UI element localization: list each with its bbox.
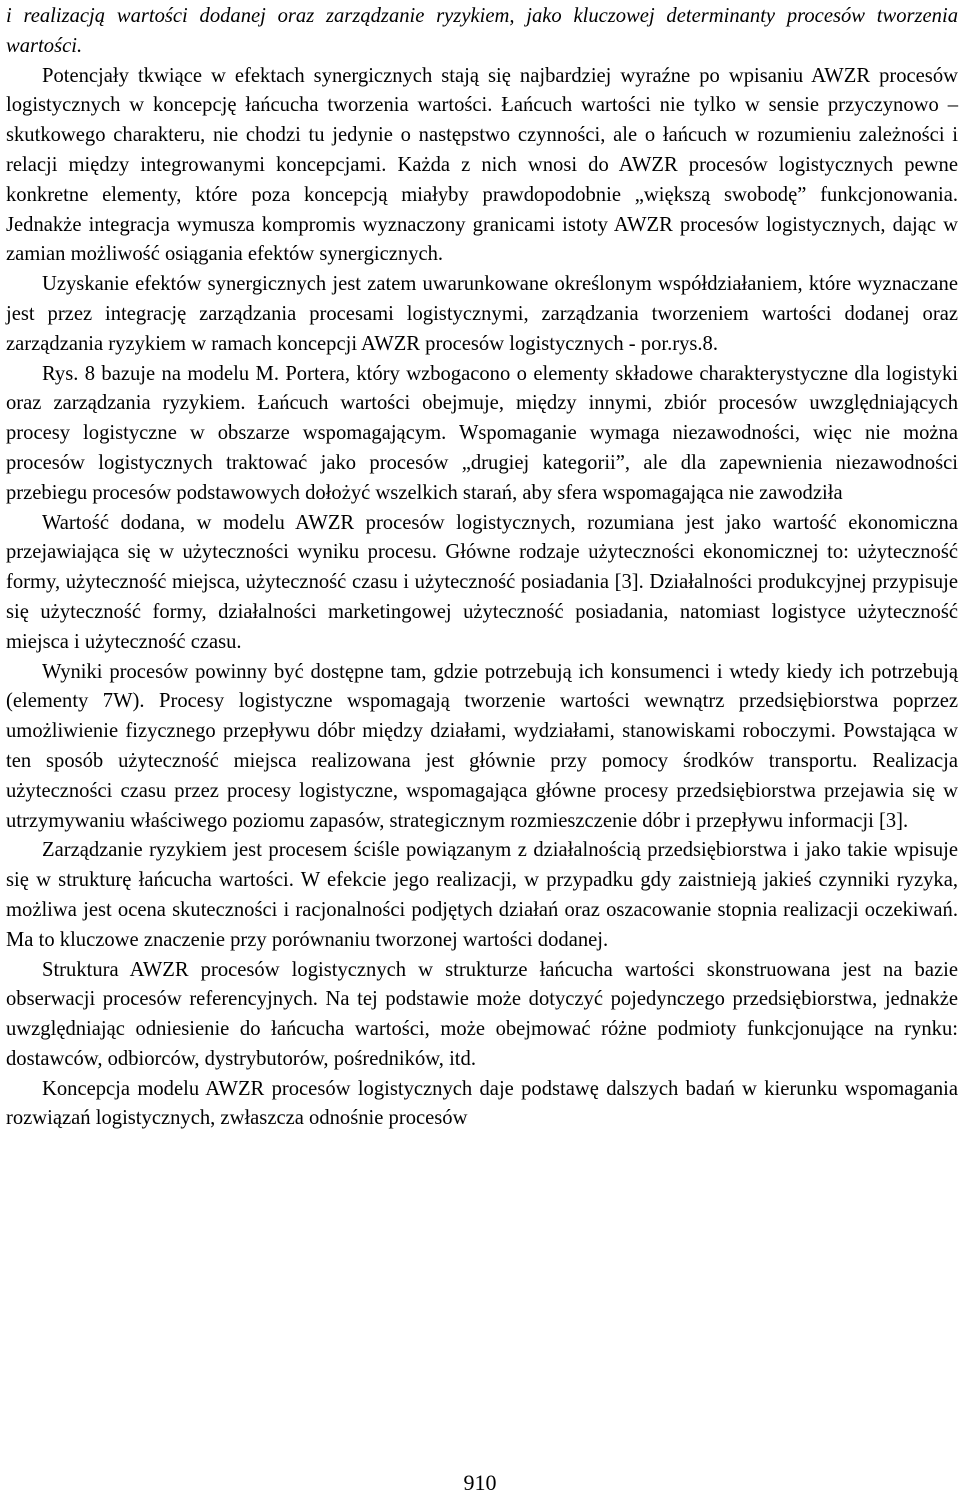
page-number: 910 [463, 1470, 497, 1495]
document-page [6, 2, 958, 1134]
paragraph-figure-8: Rys. 8 bazuje na modelu M. Portera, który wzbogacono o elementy składowe charakterystyczne dla logistyki oraz zarządzania ryzykiem. Łańcuch wartości obejmuje, między innymi, zbiór procesów uwzględniających procesy logistyczne w obszarze wspomagającym. Wspomaganie wymaga niezawodności, więc nie można procesów logistycznych traktować jako procesów „drugiej kategorii”, ale dla zapewnienia niezawodności przebiegu procesów podstawowych dołożyć wszelkich starań, aby sfera wspomagająca nie zawodziła [6, 362, 958, 504]
paragraph-continuation: i realizacją wartości dodanej oraz zarządzanie ryzykiem, jako kluczowej determinanty procesów tworzenia wartości. [6, 5, 958, 57]
paragraph-synergy-effects: Uzyskanie efektów synergicznych jest zatem uwarunkowane określonym współdziałaniem, które wyznaczane jest przez integrację zarządzania procesami logistycznymi, zarządzania tworzeniem wartości dodanej oraz zarządzania ryzykiem w ramach koncepcji AWZR procesów logistycznych - por.rys.8. [6, 273, 958, 355]
paragraph-process-results: Wyniki procesów powinny być dostępne tam, gdzie potrzebują ich konsumenci i wtedy kiedy ich potrzebują (elementy 7W). Procesy logistyczne wspomagają tworzenie wartości wewnątrz przedsiębiorstwa poprzez umożliwienie fizycznego przepływu dóbr między działami, wydziałami, stanowiskami roboczymi. Powstająca w ten sposób użyteczność miejsca realizowana jest głównie przy pomocy środków transportu. Realizacja użyteczności czasu przez procesy logistyczne, wspomagająca główne procesy przedsiębiorstwa przejawia się w utrzymywaniu właściwego poziomu zapasów, strategicznym rozmieszczenie dóbr i przepływu informacji [3]. [6, 660, 958, 832]
paragraph-synergy-potential: Potencjały tkwiące w efektach synergicznych stają się najbardziej wyraźne po wpisaniu AWZR procesów logistycznych w koncepcję łańcucha tworzenia wartości. Łańcuch wartości nie tylko w sensie przyczynowo – skutkowego charakteru, nie chodzi tu jedynie o następstwo czynności, ale o łańcuch w rozumieniu zależności i relacji między integrowanymi koncepcjami. Każda z nich wnosi do AWZR procesów logistycznych pewne konkretne elementy, które poza koncepcją miałyby prawdopodobnie „większą swobodę” funkcjonowania. Jednakże integracja wymusza kompromis wyznaczony granicami istoty AWZR procesów logistycznych, dając w zamian możliwość osiągania efektów synergicznych. [6, 64, 958, 266]
paragraph-model-concept: Koncepcja modelu AWZR procesów logistycznych daje podstawę dalszych badań w kierunku wspomagania rozwiązań logistycznych, zwłaszcza odnośnie procesów [6, 1077, 958, 1130]
paragraph-structure: Struktura AWZR procesów logistycznych w strukturze łańcucha wartości skonstruowana jest na bazie obserwacji procesów referencyjnych. Na tej podstawie może dotyczyć pojedynczego przedsiębiorstwa, jednakże uwzględniając odniesienie do łańcucha wartości, może obejmować różne podmioty funkcjonujące na rynku: dostawców, odbiorców, dystrybutorów, pośredników, itd. [6, 958, 958, 1070]
paragraph-value-added: Wartość dodana, w modelu AWZR procesów logistycznych, rozumiana jest jako wartość ekonomiczna przejawiająca się w użyteczności wyniku procesu. Główne rodzaje użyteczności ekonomicznej to: użyteczność formy, użyteczność miejsca, użyteczność czasu i użyteczność posiadania [3]. Działalności produkcyjnej przypisuje się użyteczność formy, działalności marketingowej użyteczność posiadania, natomiast logistyce użyteczność miejsca i użyteczność czasu. [6, 511, 958, 653]
paragraph-risk-management: Zarządzanie ryzykiem jest procesem ściśle powiązanym z działalnością przedsiębiorstwa i jako takie wpisuje się w strukturę łańcucha wartości. W efekcie jego realizacji, w przypadku gdy zaistnieją jakieś czynniki ryzyka, możliwa jest ocena skuteczności i racjonalności podjętych działań oraz oszacowanie stopnia realizacji oczekiwań. Ma to kluczowe znaczenie przy porównaniu tworzonej wartości dodanej. [6, 839, 958, 951]
